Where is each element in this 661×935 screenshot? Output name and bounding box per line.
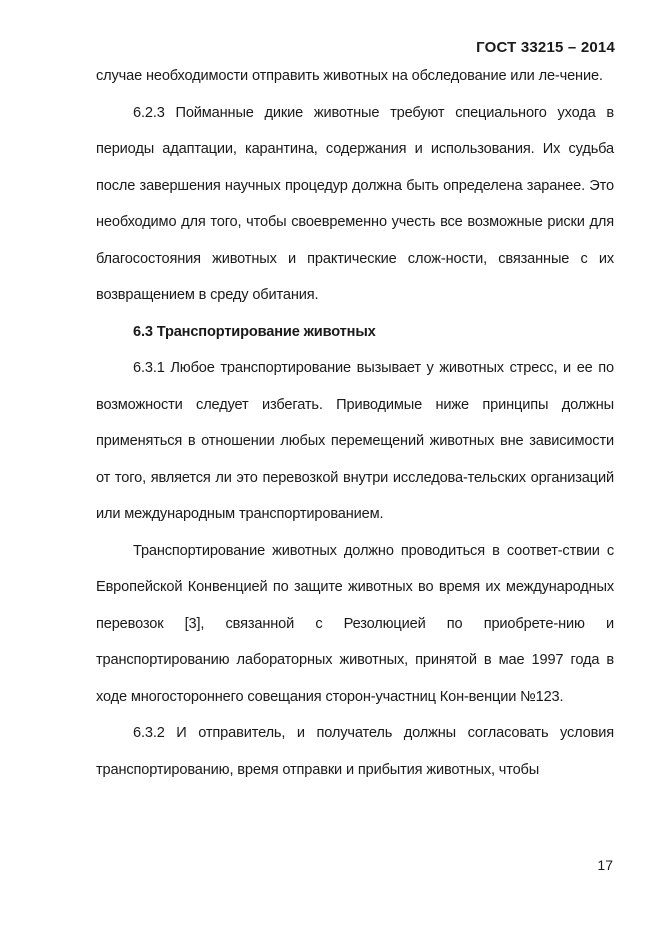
paragraph-6-3-1: 6.3.1 Любое транспортирование вызывает у животных стресс, и ее по возможности следует избегать. Приводимые ниже принципы должны применяться в отношении любых перемещений животных вне зависимости от того, является ли это перевозкой внутри исследова-тельских организаций или международным транспортированием. bbox=[96, 360, 614, 522]
paragraph-6-3-2: 6.3.2 И отправитель, и получатель должны согласовать условия транспортированию, время отправки и прибытия животных, чтобы bbox=[96, 725, 614, 778]
document-code-header: ГОСТ 33215 – 2014 bbox=[476, 39, 615, 56]
page-number: 17 bbox=[597, 857, 613, 873]
paragraph-6-2-3: 6.2.3 Пойманные дикие животные требуют специального ухода в периоды адаптации, карантина, содержания и использования. Их судьба после завершения научных процедур должна быть определена заранее. Это необходимо для того, чтобы своевременно учесть все возможные риски для благосостояния животных и практические слож-ности, связанные с их возвращением в среду обитания. bbox=[96, 104, 614, 303]
document-body bbox=[96, 58, 614, 788]
paragraph-continuation: случае необходимости отправить животных на обследование или ле-чение. bbox=[96, 68, 603, 84]
paragraph-transport-convention: Транспортирование животных должно проводиться в соответ-ствии с Европейской Конвенцией по защите животных во время их международных перевозок [3], связанной с Резолюцией по приобрете-нию и транспортированию лабораторных животных, принятой в мае 1997 года в ходе многостороннего совещания сторон-участниц Кон-венции №123. bbox=[96, 542, 614, 705]
section-heading-6-3: 6.3 Транспортирование животных bbox=[133, 323, 376, 340]
